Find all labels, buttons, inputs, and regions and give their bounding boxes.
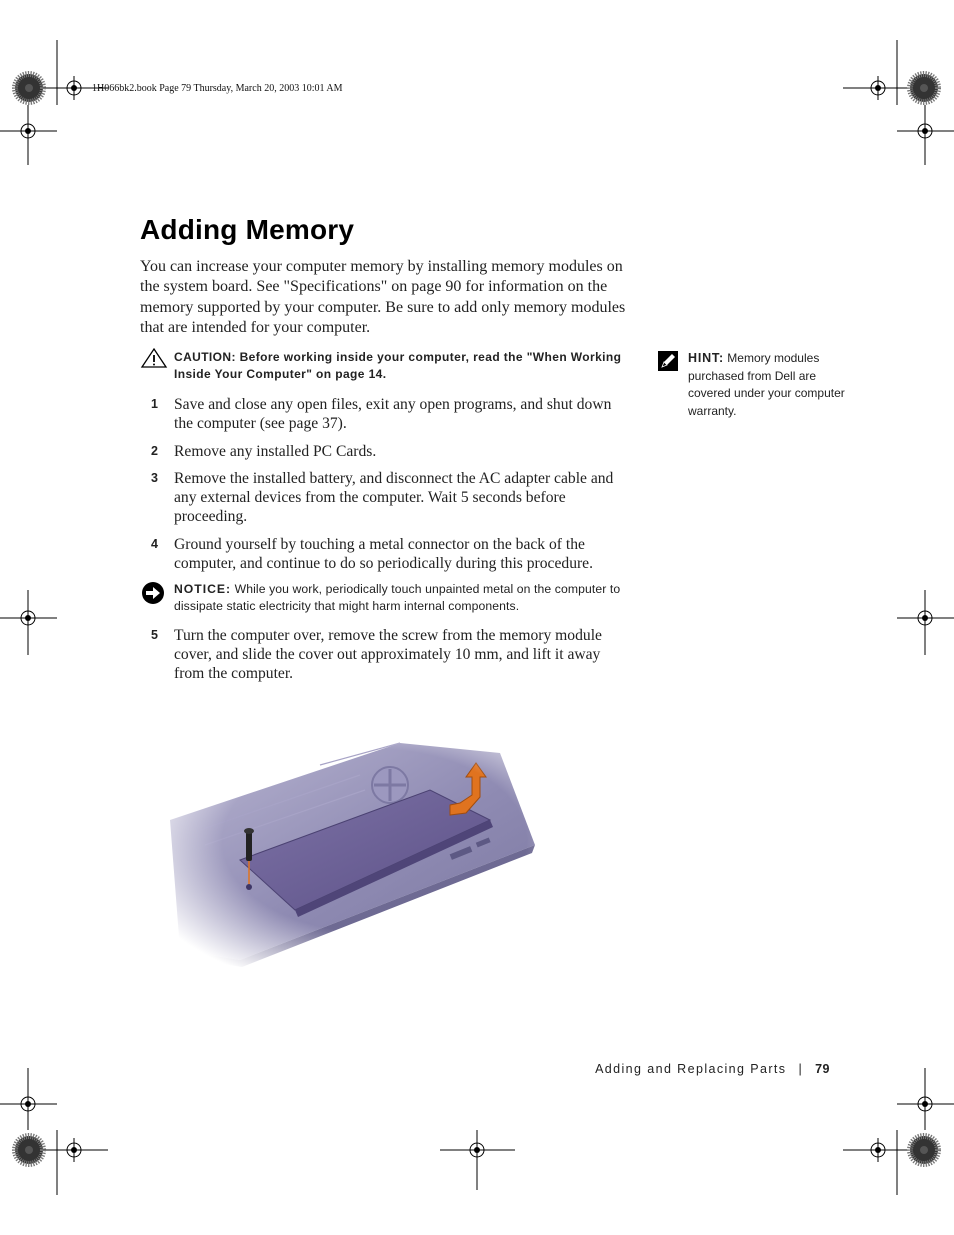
memory-cover-illustration	[160, 735, 550, 970]
footer-separator: |	[798, 1062, 804, 1076]
step-number: 1	[151, 397, 158, 411]
print-slug: 1H066bk2.book Page 79 Thursday, March 20, 2003 10:01 AM	[92, 83, 343, 94]
page-number: 79	[815, 1062, 830, 1076]
notice-body: While you work, periodically touch unpainted metal on the computer to dissipate static electricity that might harm internal components.	[174, 582, 621, 613]
hint-label: HINT:	[688, 351, 724, 365]
step-text: Remove any installed PC Cards.	[174, 443, 377, 460]
hint-text	[688, 350, 848, 420]
step-text: Save and close any open files, exit any open programs, and shut down the computer (see page 37).	[174, 396, 612, 432]
page-footer	[595, 1062, 830, 1076]
page-title: Adding Memory	[140, 214, 355, 245]
step-text: Ground yourself by touching a metal connector on the back of the computer, and continue to do so periodically during this procedure.	[174, 536, 593, 572]
step-number: 3	[151, 471, 158, 485]
hint-body: Memory modules purchased from Dell are covered under your computer warranty.	[688, 351, 845, 418]
step-number: 4	[151, 537, 158, 551]
step-text: Remove the installed battery, and disconnect the AC adapter cable and any external devices from the computer. Wait 5 seconds before proceeding.	[174, 470, 614, 525]
step-text: Turn the computer over, remove the screw from the memory module cover, and slide the cover out approximately 10 mm, and lift it away from the computer.	[174, 627, 602, 682]
step-number: 2	[151, 444, 158, 458]
caution-text: CAUTION: Before working inside your computer, read the "When Working Inside Your Computer" on page 14.	[174, 350, 622, 381]
pencil-note-icon	[657, 350, 679, 372]
notice-label: NOTICE:	[174, 582, 232, 596]
notice-text	[174, 581, 632, 615]
step-number: 5	[151, 628, 158, 642]
notice-arrow-icon	[141, 581, 165, 605]
intro-paragraph: You can increase your computer memory by installing memory modules on the system board. See "Specifications" on page 90 for information on the memory supported by your computer. Be sure to add only memory modules that are intended for your computer.	[140, 258, 626, 337]
caution-triangle-icon	[140, 347, 168, 369]
footer-section: Adding and Replacing Parts	[595, 1062, 787, 1076]
